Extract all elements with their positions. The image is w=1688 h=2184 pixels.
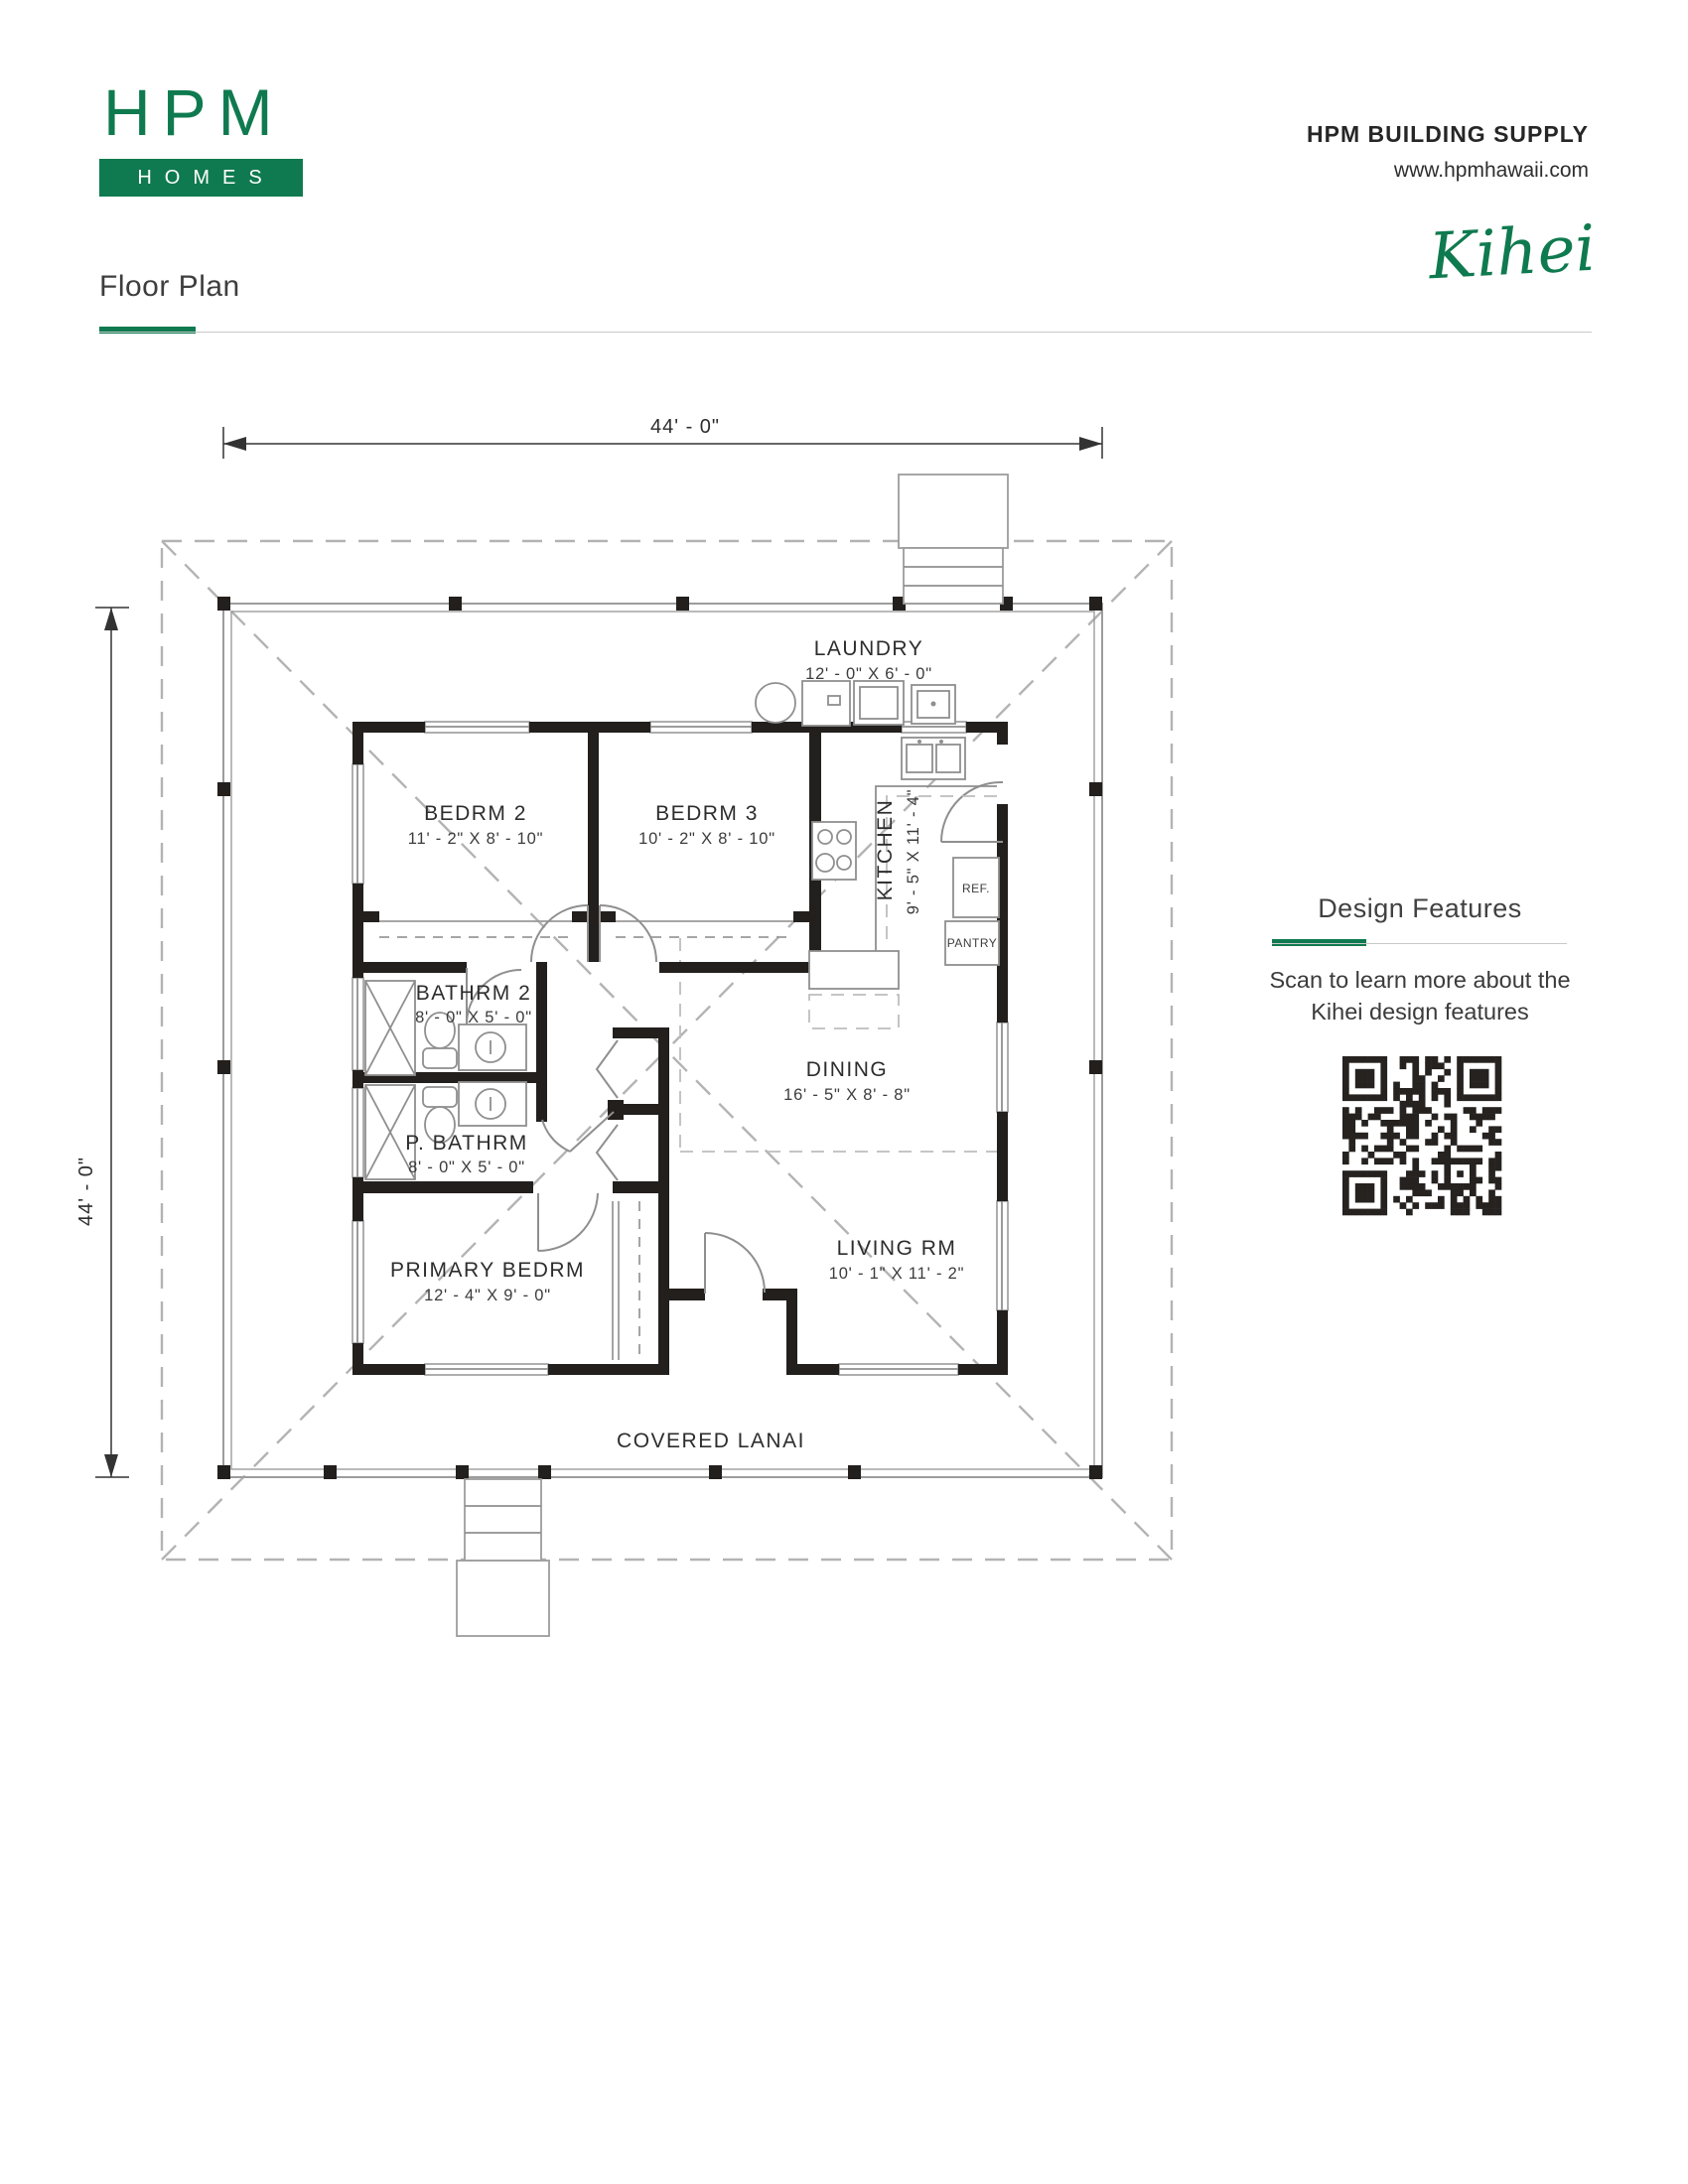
hpm-logo-homes: HOMES bbox=[137, 166, 275, 189]
company-name: HPM BUILDING SUPPLY bbox=[1307, 121, 1589, 147]
room-label-lanai: COVERED LANAI bbox=[617, 1430, 805, 1452]
room-label-living: LIVING RM bbox=[836, 1237, 957, 1260]
room-label-bedrm2: BEDRM 2 bbox=[424, 802, 527, 825]
water-heater-icon bbox=[756, 683, 795, 723]
company-website: www.hpmhawaii.com bbox=[1393, 159, 1589, 182]
annotation-pantry: PANTRY bbox=[946, 936, 998, 950]
room-label-kitchen: KITCHEN bbox=[874, 798, 897, 901]
design-features-line1: Scan to learn more about the bbox=[1269, 967, 1571, 993]
room-label-bedrm3: BEDRM 3 bbox=[655, 802, 759, 825]
plan-name-script: Kihei bbox=[1427, 211, 1598, 295]
room-dims-bedrm3: 10' - 2" X 8' - 10" bbox=[638, 830, 775, 848]
qr-code bbox=[1342, 1056, 1501, 1215]
hpm-logo-text: HPM bbox=[103, 75, 285, 149]
room-dims-pbathrm: 8' - 0" X 5' - 0" bbox=[408, 1159, 525, 1176]
back-steps bbox=[899, 475, 1008, 604]
room-dims-living: 10' - 1" X 11' - 2" bbox=[828, 1265, 965, 1283]
kitchen-peninsula bbox=[809, 951, 899, 989]
room-dims-bedrm2: 11' - 2" X 8' - 10" bbox=[407, 830, 544, 848]
room-dims-laundry: 12' - 0" X 6' - 0" bbox=[805, 665, 932, 683]
room-label-bathrm2: BATHRM 2 bbox=[415, 982, 532, 1005]
page-title: Floor Plan bbox=[99, 270, 240, 303]
washer-icon bbox=[802, 681, 850, 726]
room-label-primary: PRIMARY BEDRM bbox=[389, 1259, 586, 1282]
bifold-closet-door bbox=[597, 1125, 618, 1180]
room-dims-dining: 16' - 5" X 8' - 8" bbox=[783, 1086, 911, 1104]
room-dims-kitchen: 9' - 5" X 11' - 4" bbox=[905, 788, 922, 915]
laundry-fixtures bbox=[756, 681, 955, 726]
annotation-ref: REF. bbox=[961, 882, 991, 895]
bath-sink-icon bbox=[459, 1024, 526, 1070]
dim-overall-width: 44' - 0" bbox=[649, 416, 721, 438]
design-features-line2: Kihei design features bbox=[1311, 998, 1529, 1024]
room-dims-primary: 12' - 4" X 9' - 0" bbox=[424, 1287, 551, 1304]
room-label-pbathrm: P. BATHRM bbox=[405, 1132, 528, 1155]
stove-icon bbox=[812, 822, 856, 880]
design-features-heading: Design Features bbox=[1318, 893, 1522, 923]
bifold-closet-door bbox=[597, 1040, 618, 1098]
front-steps bbox=[457, 1479, 549, 1636]
dim-overall-depth: 44' - 0" bbox=[75, 1156, 97, 1227]
room-label-dining: DINING bbox=[805, 1058, 889, 1081]
room-label-laundry: LAUNDRY bbox=[813, 637, 924, 660]
room-dims-bathrm2: 8' - 0" X 5' - 0" bbox=[415, 1009, 532, 1026]
